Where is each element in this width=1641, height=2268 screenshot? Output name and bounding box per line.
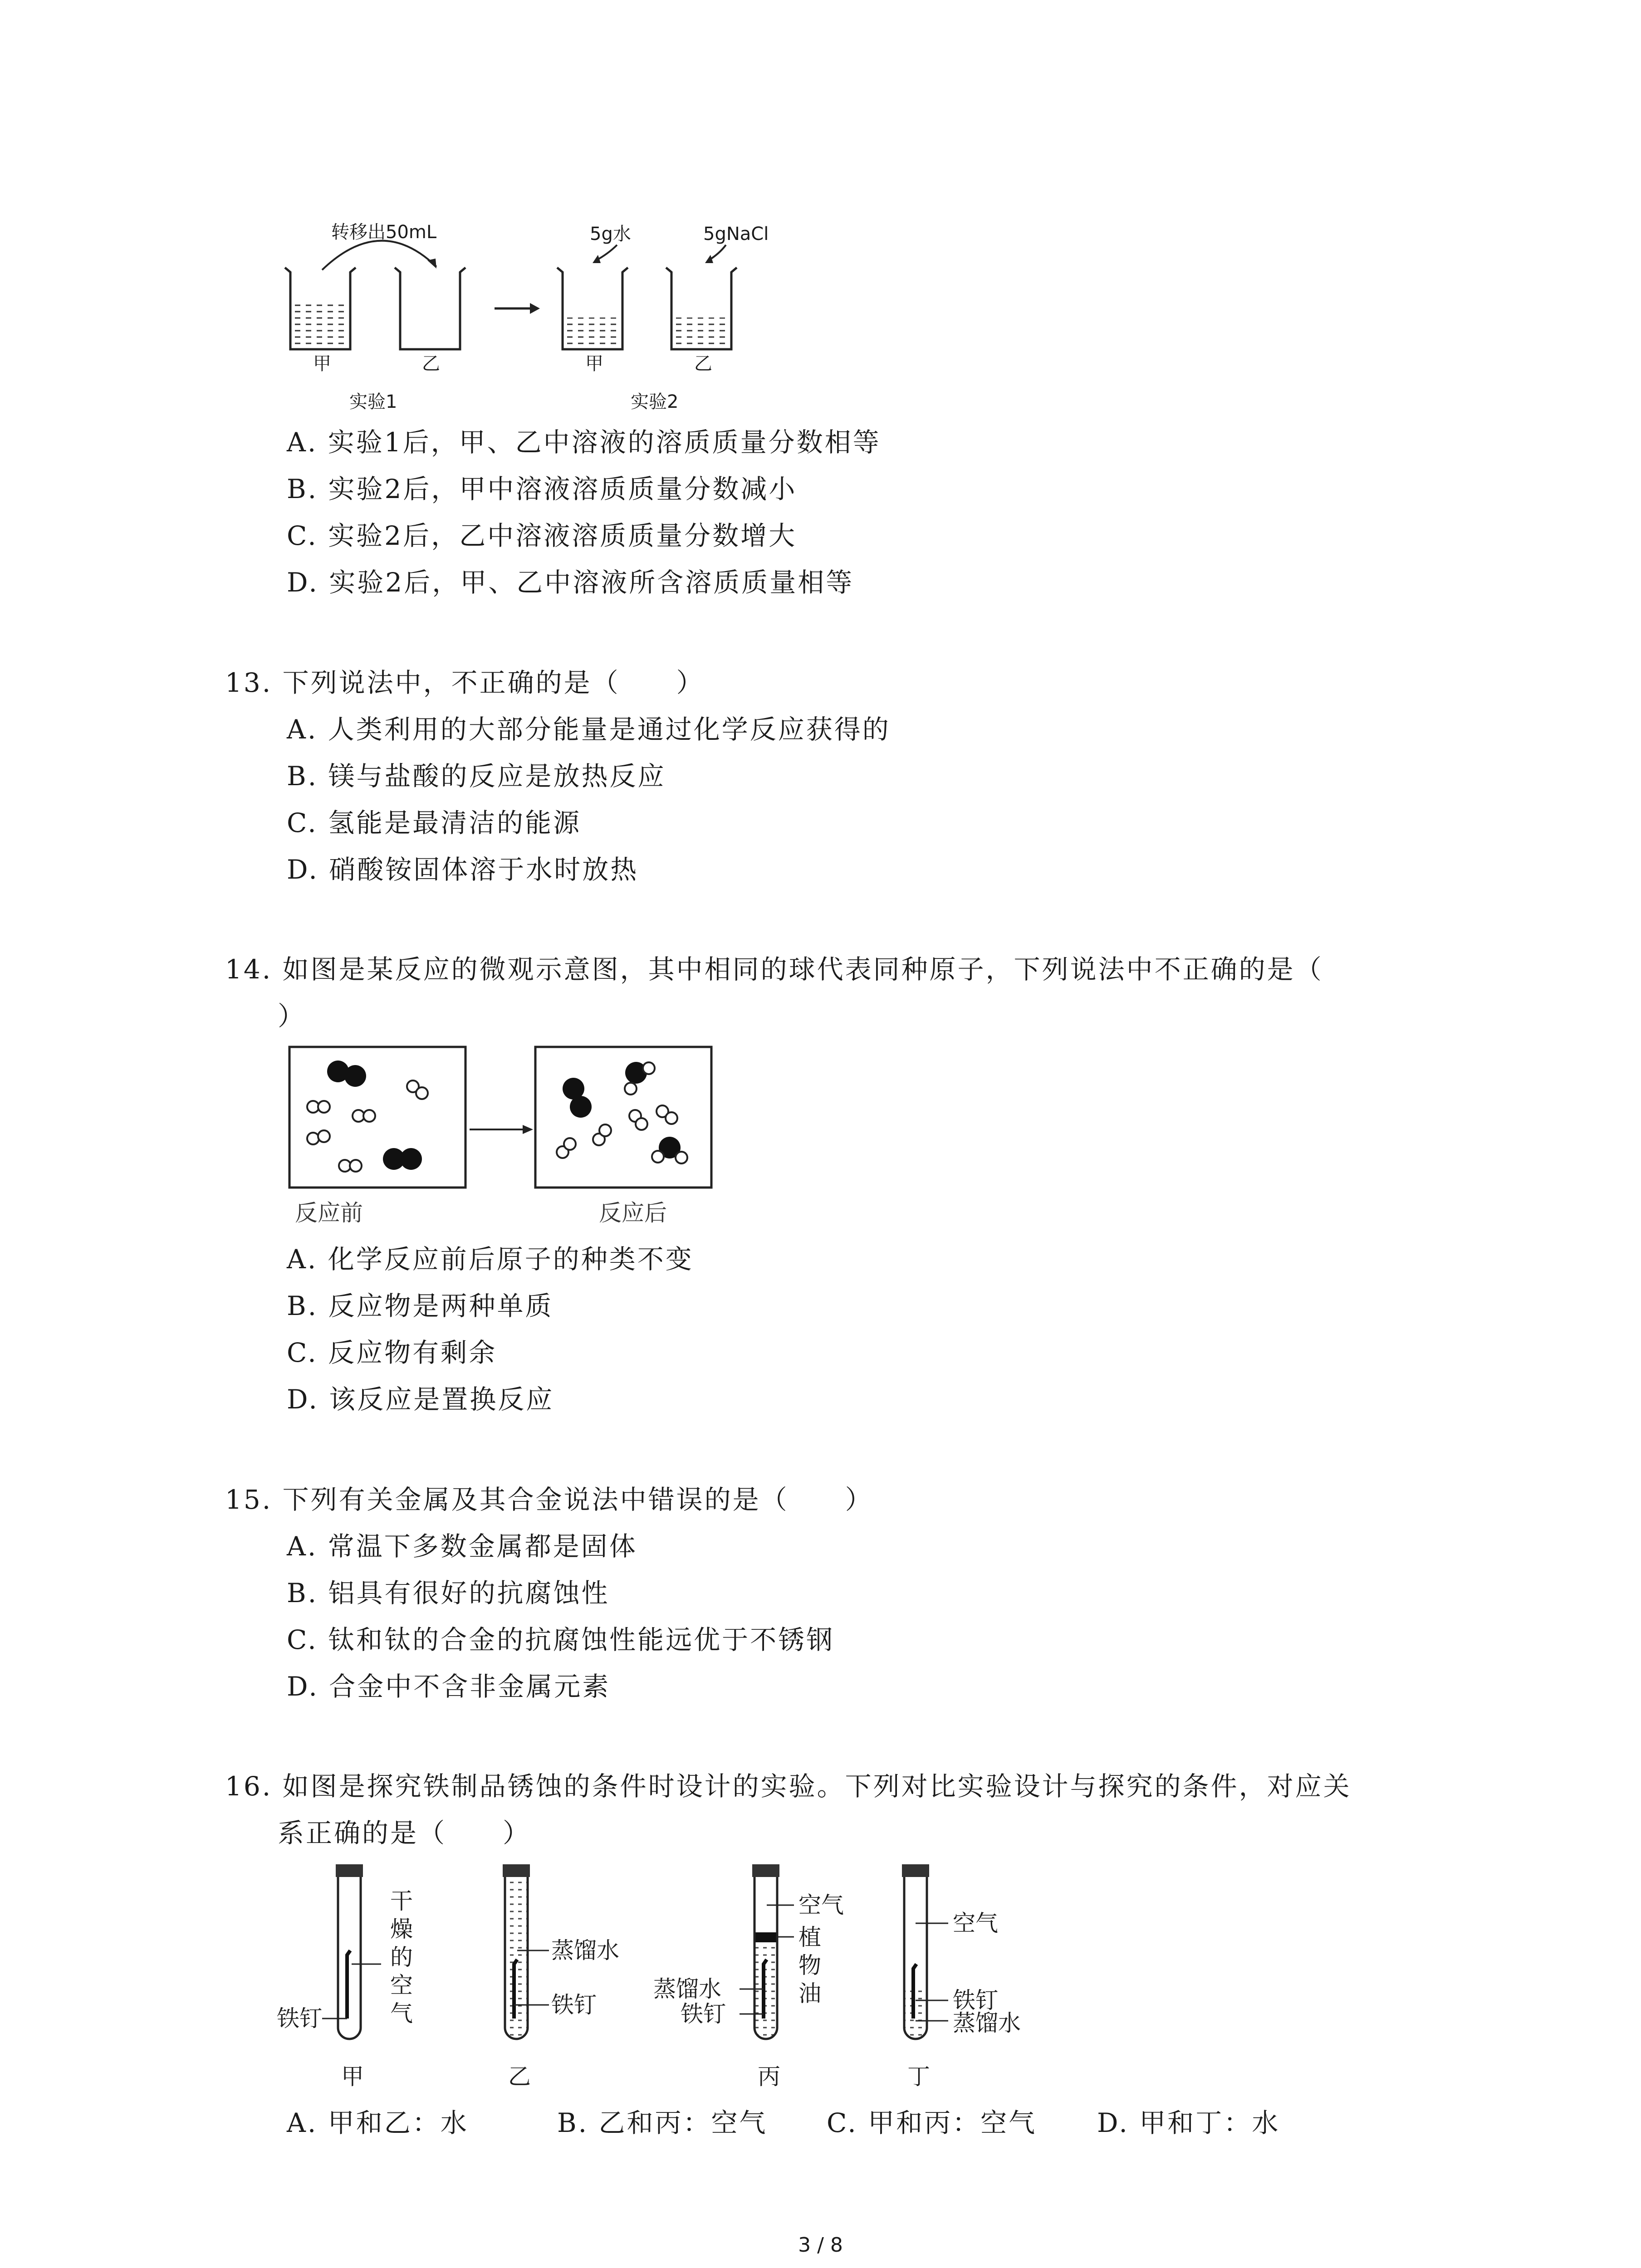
dry-air-label: 干 燥 的 空 气: [390, 1888, 413, 2027]
option-a[interactable]: A. 甲和乙：水: [287, 2107, 469, 2138]
beaker-yi-2: [666, 268, 737, 349]
question-stem-line-1: 16. 如图是探究铁制品锈蚀的条件时设计的实验。下列对比实验设计与探究的条件，对应关: [225, 1771, 1352, 1802]
option-d[interactable]: D. 甲和丁：水: [1097, 2107, 1280, 2138]
nail-label: 铁钉: [681, 2001, 726, 2027]
beaker-label: 乙: [422, 353, 440, 374]
air-label: 空气: [953, 1910, 998, 1936]
nail-label: 铁钉: [953, 1987, 998, 2014]
question-stem-line-2: 系正确的是（ ）: [278, 1818, 531, 1848]
distilled-water-label: 蒸馏水: [953, 2010, 1021, 2036]
question-stem-line-1: 14. 如图是某反应的微观示意图，其中相同的球代表同种原子，下列说法中不正确的是（: [225, 954, 1323, 985]
tube-label: 丁: [907, 2063, 930, 2090]
option-c[interactable]: C. 钛和钛的合金的抗腐蚀性能远优于不锈钢: [287, 1624, 835, 1655]
option-c[interactable]: C. 氢能是最清洁的能源: [287, 807, 582, 838]
option-d[interactable]: D. 实验2后，甲、乙中溶液所含溶质质量相等: [287, 567, 854, 598]
nacl-label: 5gNaCl: [703, 224, 769, 244]
option-b[interactable]: B. 实验2后，甲中溶液溶质质量分数减小: [287, 474, 797, 504]
option-c[interactable]: C. 反应物有剩余: [287, 1337, 497, 1368]
option-d[interactable]: D. 硝酸铵固体溶于水时放热: [287, 854, 639, 885]
option-a[interactable]: A. 化学反应前后原子的种类不变: [287, 1244, 694, 1275]
air-label: 空气: [798, 1892, 844, 1918]
distilled-water-label: 蒸馏水: [653, 1976, 721, 2002]
option-c[interactable]: C. 甲和丙：空气: [827, 2107, 1037, 2138]
beaker-label: 乙: [694, 353, 712, 374]
option-b[interactable]: B. 镁与盐酸的反应是放热反应: [287, 761, 666, 792]
experiment-2-label: 实验2: [631, 391, 679, 412]
nail-label: 铁钉: [277, 2005, 322, 2032]
transfer-label: 转移出50mL: [331, 222, 437, 243]
page-number: 3 / 8: [798, 2234, 843, 2257]
distilled-water-label: 蒸馏水: [551, 1937, 619, 1964]
beaker-jia-2: [557, 268, 628, 349]
option-a[interactable]: A. 人类利用的大部分能量是通过化学反应获得的: [287, 714, 891, 745]
question-stem: 13. 下列说法中，不正确的是（ ）: [225, 667, 705, 698]
option-a[interactable]: A. 实验1后，甲、乙中溶液的溶质质量分数相等: [287, 427, 881, 458]
tube-label: 丙: [758, 2063, 780, 2090]
beaker-label: 甲: [585, 353, 603, 374]
experiment-1-label: 实验1: [349, 391, 397, 412]
option-b[interactable]: B. 铝具有很好的抗腐蚀性: [287, 1578, 610, 1608]
before-reaction-label: 反应前: [295, 1200, 363, 1226]
option-b[interactable]: B. 反应物是两种单质: [287, 1290, 554, 1321]
beaker-label: 甲: [313, 353, 331, 374]
question-stem: 15. 下列有关金属及其合金说法中错误的是（ ）: [225, 1484, 873, 1515]
plant-oil-label: 植 物 油: [798, 1924, 821, 2007]
nail-label: 铁钉: [551, 1992, 597, 2018]
option-d[interactable]: D. 该反应是置换反应: [287, 1384, 554, 1415]
beaker-jia-1: [285, 268, 356, 349]
option-a[interactable]: A. 常温下多数金属都是固体: [287, 1531, 637, 1562]
after-reaction-label: 反应后: [599, 1200, 667, 1226]
tube-label: 甲: [341, 2063, 364, 2090]
option-c[interactable]: C. 实验2后，乙中溶液溶质质量分数增大: [287, 520, 797, 551]
tube-label: 乙: [508, 2063, 531, 2090]
question-stem-line-2: ）: [278, 1001, 306, 1031]
option-d[interactable]: D. 合金中不含非金属元素: [287, 1671, 611, 1702]
option-b[interactable]: B. 乙和丙：空气: [557, 2107, 768, 2138]
micro-reaction-diagram: [286, 1043, 740, 1198]
water-label: 5g水: [590, 224, 631, 244]
beaker-yi-1: [395, 268, 465, 349]
